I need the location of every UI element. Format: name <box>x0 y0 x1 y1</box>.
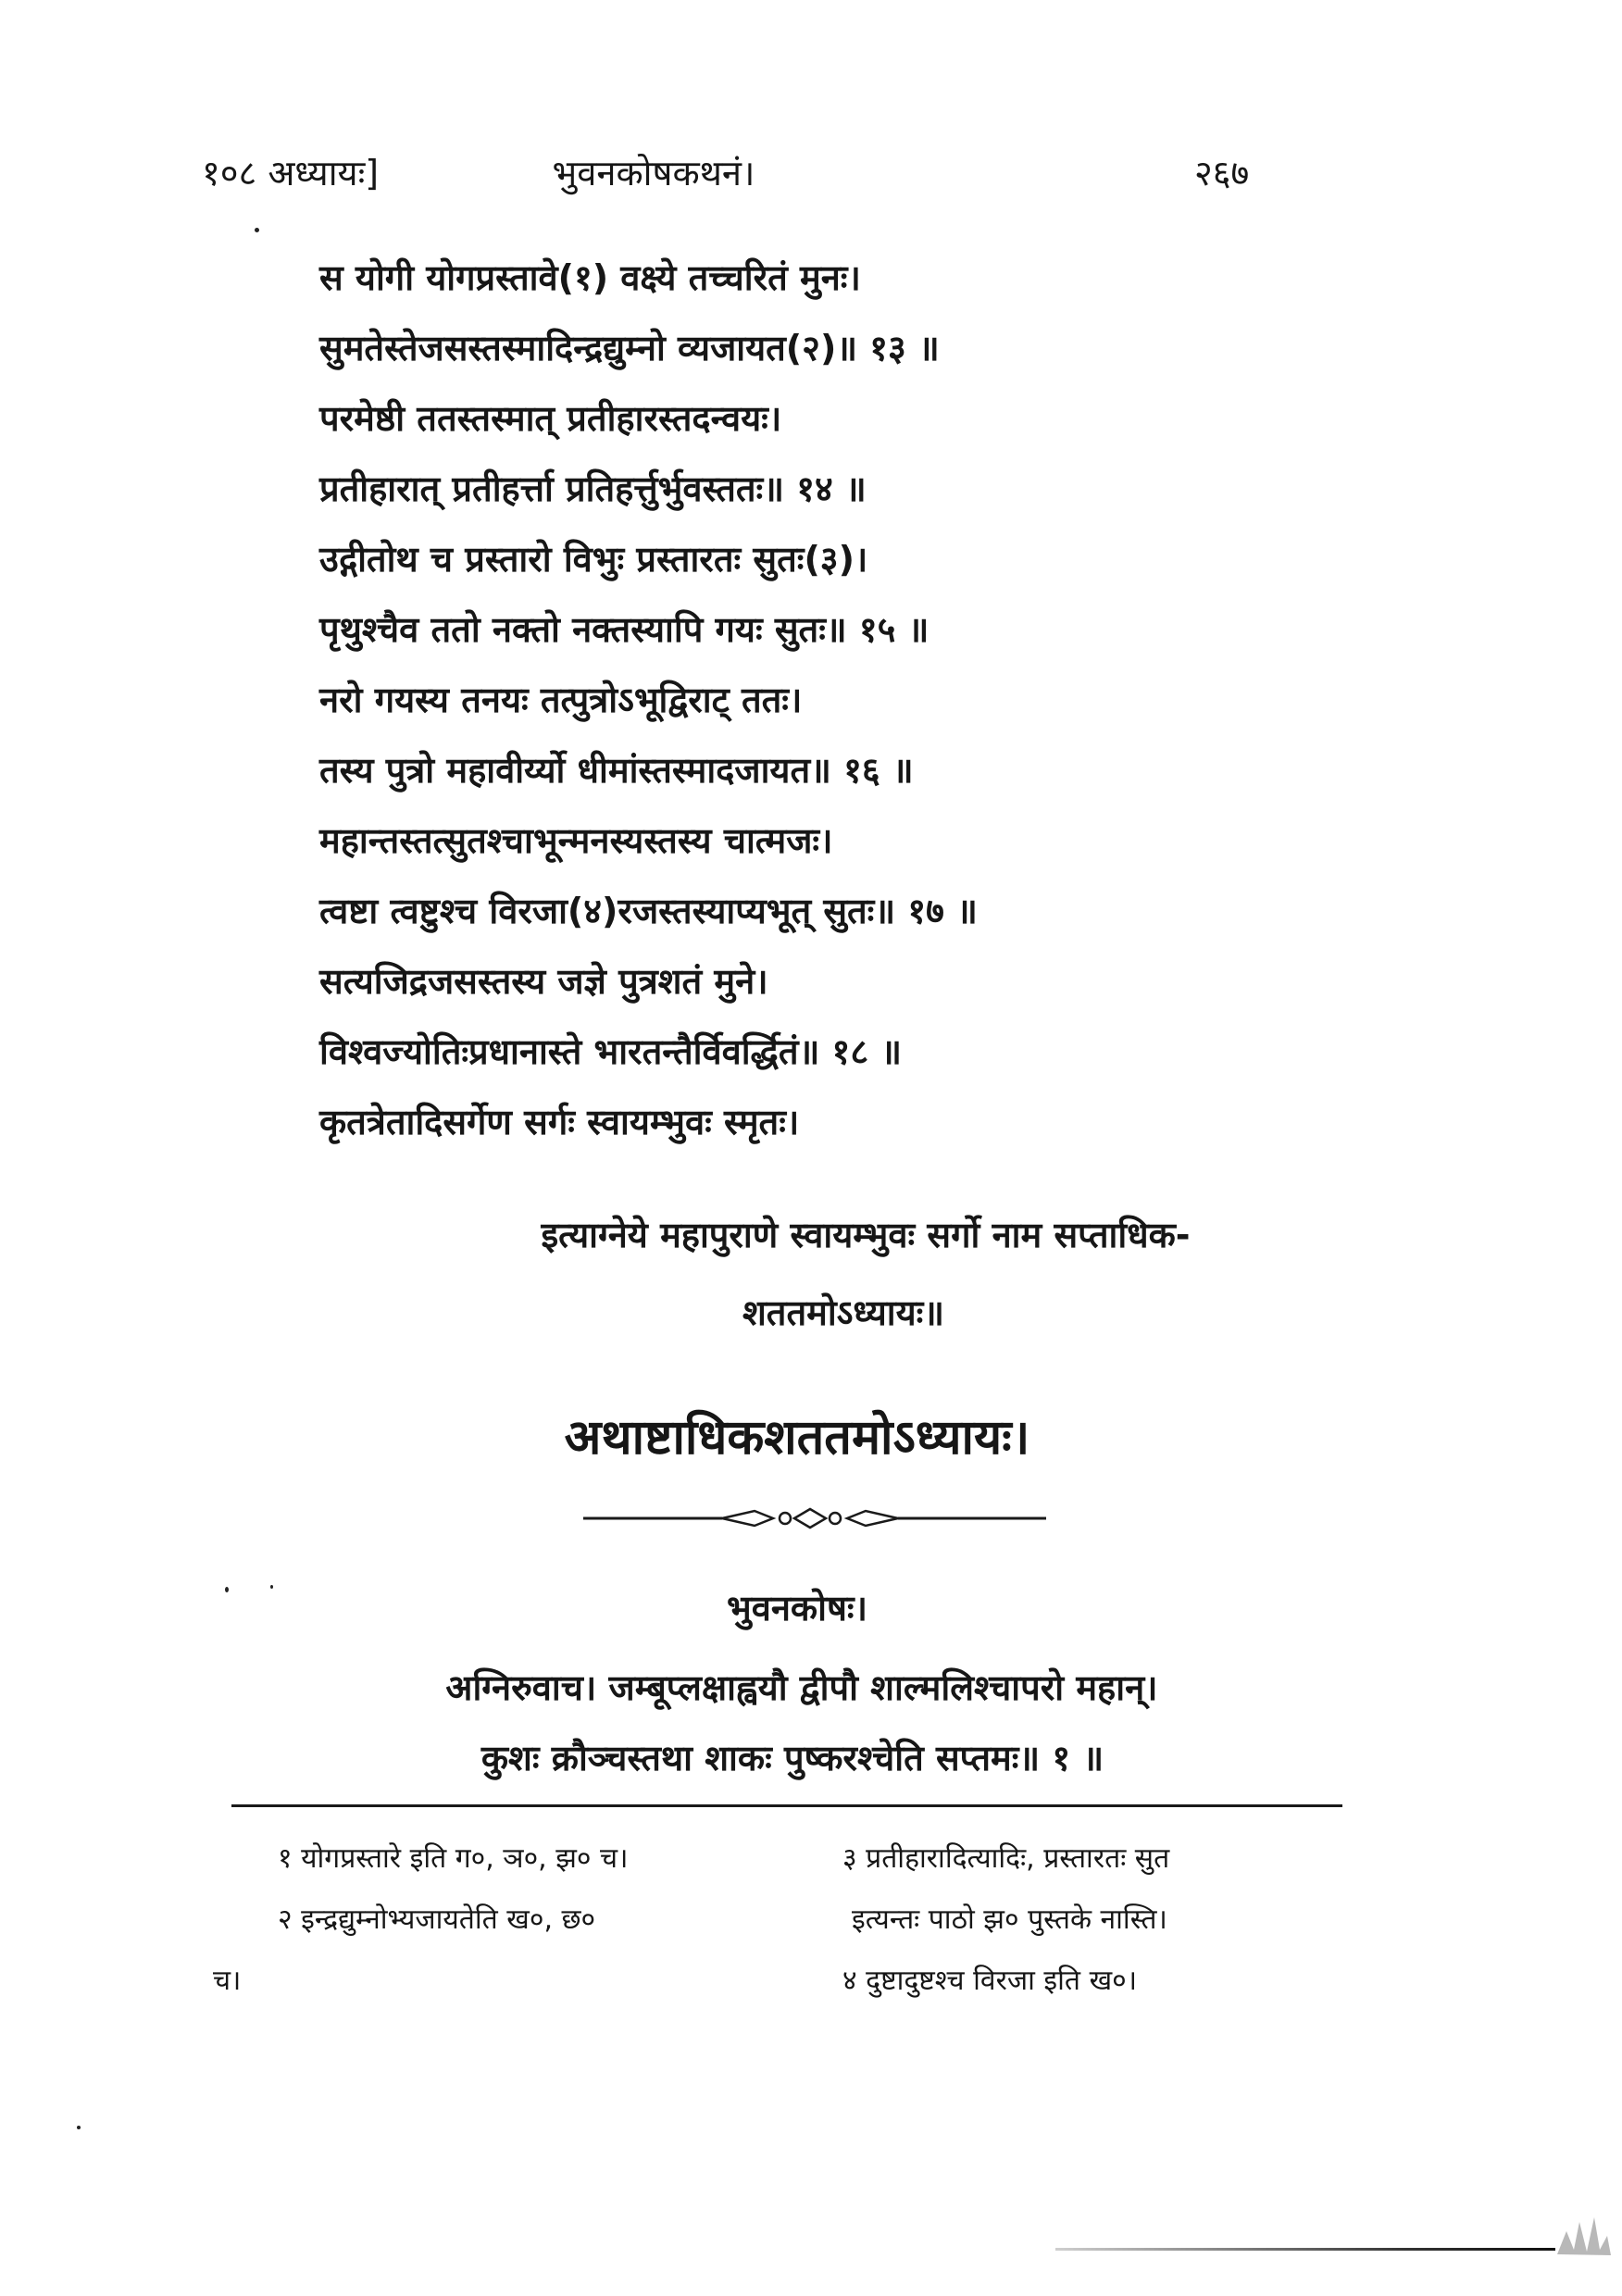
running-header <box>0 148 1622 204</box>
verse-line: नरो गयस्य तनयः तत्पुत्रोऽभूद्विराट् ततः। <box>319 680 803 720</box>
page-number: २६७ <box>1194 153 1250 193</box>
footnote-3: ३ प्रतीहारादित्यादिः, प्रस्तारतः सुत <box>842 1842 1170 1875</box>
verse-line: कृतत्रेतादिसर्गेण सर्गः स्वायम्भुवः स्मृतः। <box>319 1102 800 1142</box>
ink-speck <box>77 2126 81 2129</box>
chapter-heading: अथाष्टाधिकशततमोऽध्यायः। <box>564 1410 1030 1466</box>
opening-verse <box>0 1653 1622 1793</box>
verse-block <box>319 243 1245 1157</box>
chapter-heading-wrap <box>0 1403 1622 1468</box>
footnote-1: १ योगप्रस्तारे इति ग०, ञ०, झ० च। <box>278 1842 629 1875</box>
footnote-row <box>213 1828 1389 1890</box>
verse-line: महान्तस्तत्सुतश्चाभून्मनस्यस्तस्य चात्मजः। <box>319 820 833 861</box>
verse-line: परमेष्ठी ततस्तस्मात् प्रतीहारस्तदन्वयः। <box>319 398 782 439</box>
colophon-line-1: इत्याग्नेये महापुराणे स्वायम्भुवः सर्गो नाम सप्ताधिक- <box>541 1215 1191 1255</box>
verse-line: उद्गीतोथ च प्रस्तारो विभुः प्रस्तारतः सुतः(३)। <box>319 539 868 580</box>
verse-line: स योगी योगप्रस्तावे(१) वक्ष्ये तच्चरितं मुनः। <box>319 257 861 298</box>
section-heading: भुवनकोषः। <box>726 1588 867 1628</box>
verse-line: पृथुश्चैव ततो नक्तो नक्तस्यापि गयः सुतः॥ १५ ॥ <box>319 609 930 650</box>
footnote-separator <box>231 1804 1342 1807</box>
verse-line: सुमतेस्तेजसस्तस्मादिन्द्रद्युम्नो व्यजायत(२)॥ १३ ॥ <box>319 328 940 368</box>
footnote-2-continued: इत्यन्तः पाठो झ० पुस्तके नास्ति। <box>852 1903 1167 1936</box>
footnote-4: ४ दुष्टादुष्टश्च विरजा इति ख०। <box>842 1965 1138 1997</box>
verse-line: विश्वज्योतिःप्रधानास्ते भारतन्तैर्विवर्द्धितं॥ १८ ॥ <box>319 1031 903 1072</box>
footnote-3-continued: च। <box>213 1965 242 1997</box>
colophon <box>0 1196 1622 1352</box>
running-title: भुवनकोषकथनं। <box>552 153 755 193</box>
opening-line-2: कुशः क्रौञ्चस्तथा शाकः पुष्करश्चेति सप्तमः॥ १ ॥ <box>480 1738 1104 1778</box>
ornamental-divider <box>583 1504 1046 1532</box>
chapter-reference: १०८ अध्यायः] <box>202 153 380 193</box>
section-heading-wrap <box>0 1583 1622 1631</box>
page-edge-shadow <box>1055 2248 1555 2251</box>
opening-line-1: अग्निरुवाच। जम्बूप्लक्षाह्वयौ द्वीपौ शाल्मलिश्चापरो महान्। <box>445 1667 1158 1708</box>
footnote-row <box>213 1890 1389 1951</box>
footnotes <box>213 1828 1389 2012</box>
footnote-2: २ इन्द्रद्युम्नोभ्यजायतेति ख०, छ० <box>278 1903 596 1936</box>
footnote-row <box>213 1951 1389 2012</box>
ink-speck <box>255 228 259 232</box>
colophon-line-2: शततमोऽध्यायः॥ <box>742 1292 945 1333</box>
verse-line: तस्य पुत्रो महावीर्य्यो धीमांस्तस्मादजायत॥ १६ ॥ <box>319 750 914 791</box>
verse-line: त्वष्टा त्वष्टुश्च विरजा(४)रजस्तस्याप्यभूत् सुतः॥ १७ ॥ <box>319 891 978 931</box>
page-corner-smudge <box>1548 2203 1613 2259</box>
running-title-wrap <box>0 148 1622 196</box>
verse-line: प्रतीहारात् प्रतीहर्त्ता प्रतिहर्त्तुर्भुवस्ततः॥ १४ ॥ <box>319 468 867 509</box>
verse-line: सत्यजिद्रजसस्तस्य जज्ञे पुत्रशतं मुने। <box>319 961 768 1002</box>
